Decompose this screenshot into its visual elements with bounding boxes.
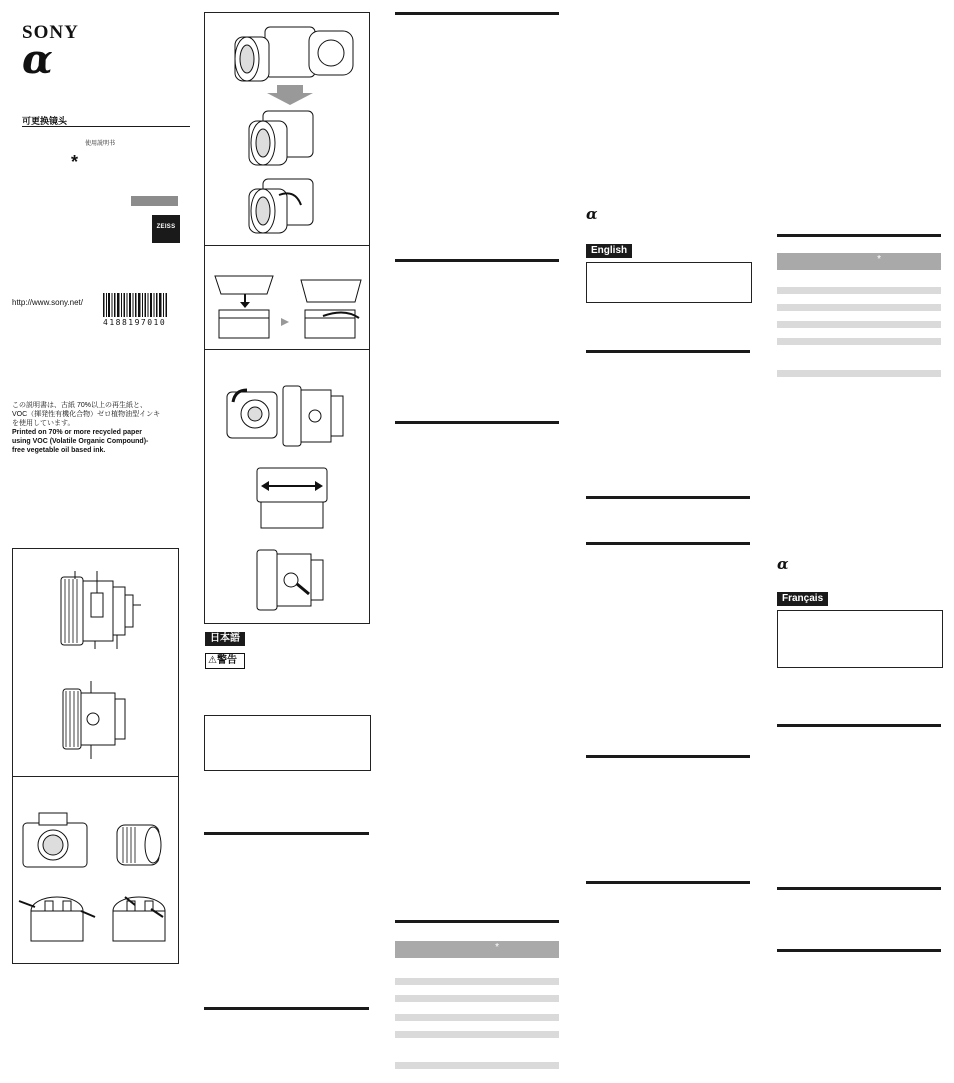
col4-rule-3 [586, 542, 750, 545]
col3-rule-4 [395, 920, 559, 923]
english-warning-box [586, 262, 752, 303]
spec-row-jp-3 [395, 1014, 559, 1021]
japanese-warning-box [204, 715, 371, 771]
brand-logo: SONY [22, 22, 79, 43]
lens-parts-panel [12, 548, 179, 778]
japanese-section-rule-2 [204, 1007, 369, 1010]
spec-row-en-2 [777, 304, 941, 311]
recycle-note-en-3: free vegetable oil based ink. [12, 447, 106, 454]
hood-diagram [205, 246, 369, 350]
col5-rule-2 [777, 724, 941, 727]
caps-diagram [13, 777, 178, 963]
recycle-note-jp-2: VOC（揮発性有機化合物）ゼロ植物油型インキ [12, 411, 161, 418]
asterisk-mark: * [71, 152, 79, 172]
spec-table-header-en [777, 253, 941, 270]
col4-rule-5 [586, 881, 750, 884]
col4-rule-1 [586, 350, 750, 353]
french-alpha-logo: α [777, 555, 789, 573]
zeiss-logo [152, 215, 180, 243]
barcode-image [103, 293, 167, 317]
spec-row-jp-5 [395, 1062, 559, 1069]
japanese-badge: 日本語 [205, 632, 245, 646]
col5-rule-1 [777, 234, 941, 237]
spec-row-en-3 [777, 321, 941, 328]
recycle-note-jp-3: を使用しています。 [12, 420, 75, 427]
sony-url[interactable]: http://www.sony.net/ [12, 298, 83, 307]
focus-diagram [205, 350, 369, 623]
spec-table-header-asterisk: * [495, 942, 499, 953]
mount-lens-panel [204, 12, 370, 247]
caps-panel [12, 776, 179, 964]
spec-row-jp-2 [395, 995, 559, 1002]
french-badge: Français [777, 592, 828, 606]
warning-label: 警告 [216, 655, 237, 666]
zeiss-logo-text: ZEISS [156, 224, 176, 230]
alpha-logo: α [22, 36, 53, 83]
spec-row-en-1 [777, 287, 941, 294]
french-warning-box [777, 610, 943, 668]
col3-rule-1 [395, 12, 559, 15]
english-alpha-logo: α [586, 205, 598, 223]
spec-row-jp-1 [395, 978, 559, 985]
col3-rule-3 [395, 421, 559, 424]
mount-lens-diagram [205, 13, 369, 246]
warning-badge [205, 653, 245, 669]
model-badge [131, 196, 178, 206]
col5-rule-4 [777, 949, 941, 952]
warning-icon: ⚠ [208, 655, 217, 666]
col3-rule-2 [395, 259, 559, 262]
hood-panel [204, 245, 370, 351]
recycle-note-en-2: using VOC (Volatile Organic Compound)- [12, 438, 149, 445]
spec-row-en-5 [777, 370, 941, 377]
cover-title: 可更换镜头 [22, 116, 68, 126]
recycle-note [12, 401, 187, 455]
barcode-number: 4188197010 [103, 318, 167, 327]
spec-table-header-jp [395, 941, 559, 958]
cover-title-rule [22, 126, 190, 127]
col4-rule-4 [586, 755, 750, 758]
recycle-note-en-1: Printed on 70% or more recycled paper [12, 429, 142, 436]
recycle-note-jp-1: この説明書は、古紙 70%以上の再生紙と、 [12, 402, 147, 409]
col5-rule-3 [777, 887, 941, 890]
spec-row-en-4 [777, 338, 941, 345]
spec-table-header-en-asterisk: * [877, 254, 881, 265]
focus-panel [204, 349, 370, 624]
spec-row-jp-4 [395, 1031, 559, 1038]
english-badge: English [586, 244, 632, 258]
lens-parts-diagram [13, 549, 178, 777]
japanese-section-rule-1 [204, 832, 369, 835]
col4-rule-2 [586, 496, 750, 499]
barcode [103, 293, 167, 317]
manual-label: 使用説明书 [85, 141, 116, 147]
